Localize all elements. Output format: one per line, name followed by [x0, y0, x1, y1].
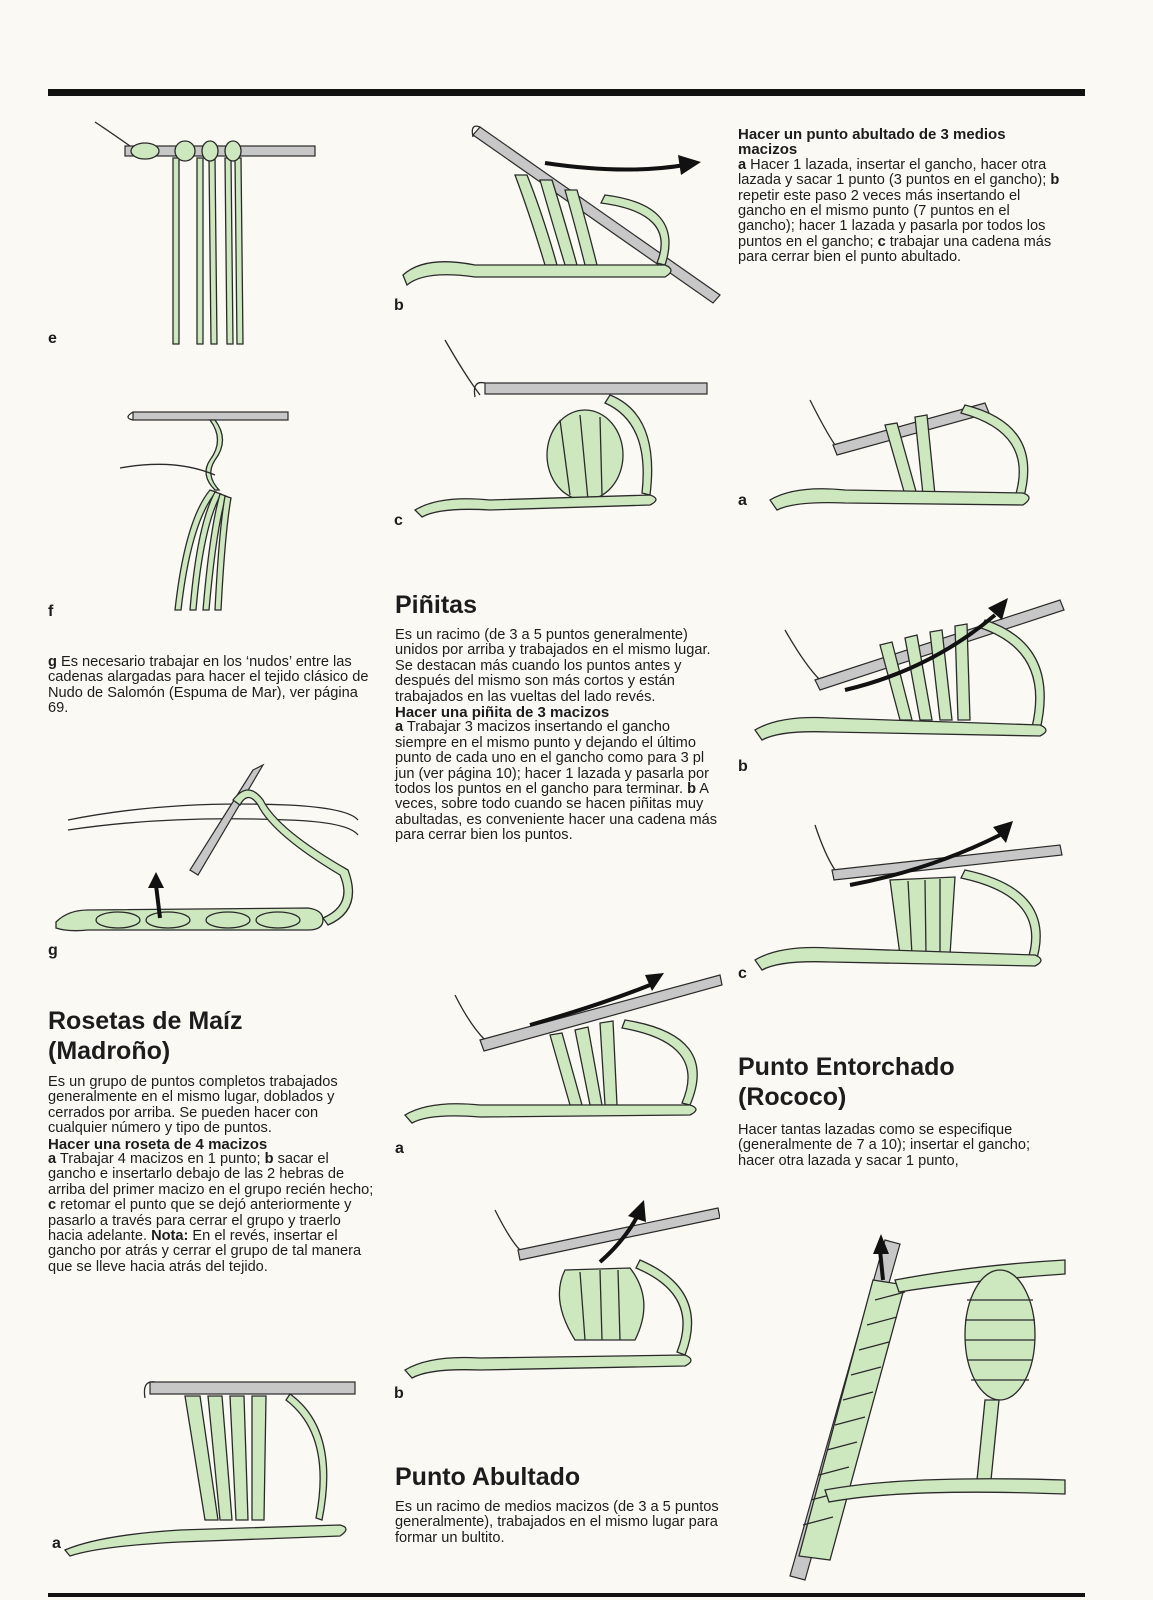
rosetas-body	[48, 1075, 374, 1275]
figure-label-a-pinitas: a	[395, 1140, 404, 1157]
crochet-hook-icon	[190, 765, 263, 875]
figure-label-a-right: a	[738, 492, 747, 509]
crochet-hook-icon	[832, 845, 1062, 880]
figure-e-svg	[85, 112, 325, 352]
pinitas-heading: Piñitas	[395, 591, 477, 619]
figure-a-rosetas-illustration	[60, 1360, 360, 1560]
rosetas-step-c-lead: c	[48, 1197, 57, 1214]
pinitas-subheading: Hacer una piñita de 3 macizos	[395, 704, 610, 722]
figure-g-illustration	[48, 760, 378, 950]
abultado-heading: Punto Abultado	[395, 1463, 581, 1491]
rosetas-heading	[48, 1006, 243, 1066]
pinitas-step-a-lead: a	[395, 719, 404, 736]
abultado-step-c: trabajar una cadena más para cerrar bien el punto abultado.	[738, 233, 1052, 266]
abultado-step-a-lead: a	[738, 156, 747, 173]
entorchado-heading	[738, 1052, 955, 1112]
rosetas-subheading: Hacer una roseta de 4 macizos	[48, 1135, 268, 1153]
note-g-lead: g	[48, 654, 57, 670]
note-g-text: Es necesario trabajar en los ‘nudos’ entre las cadenas alargadas para hacer el tejido clásico de Nudo de Salomón (Espuma de Mar), ver página 69.	[48, 654, 369, 717]
abultado-intro: Es un racimo de medios macizos (de 3 a 5 puntos generalmente), trabajados en el mismo lugar para formar un bultito.	[395, 1499, 719, 1546]
figure-a-abultado-right-illustration	[765, 385, 1065, 525]
figure-entorchado-svg	[755, 1230, 1075, 1585]
rosetas-intro: Es un grupo de puntos completos trabajados generalmente en el mismo lugar, doblados y cerrados por arriba. Se pueden hacer con cualquier número y tipo de puntos.	[48, 1074, 338, 1137]
abultado-step-b: repetir este paso 2 veces más insertando el gancho en el mismo punto (7 puntos en el gancho); hacer 1 lazada y pasarla por todos los puntos en el gancho;	[738, 187, 1046, 250]
crochet-hook-icon	[133, 412, 288, 420]
figure-b-pinitas-svg	[400, 1190, 720, 1390]
crochet-hook-icon	[518, 1208, 720, 1260]
abultado-step-b-lead: b	[1050, 172, 1060, 189]
pinitas-body	[395, 628, 720, 844]
rosetas-step-a: Trabajar 4 macizos en 1 punto;	[56, 1151, 265, 1168]
figure-a-rosetas-svg	[60, 1360, 360, 1560]
note-g-paragraph	[48, 655, 373, 717]
pinitas-steps	[395, 720, 720, 843]
pinitas-step-a: Trabajar 3 macizos insertando el gancho siempre en el mismo punto y dejando el último punto de cada uno en el gancho como para 3 pl jun (ver página 10); hacer 1 lazada y pasarla por todos los puntos en el gancho para terminar.	[395, 719, 709, 798]
figure-c-abultado-right-svg	[750, 815, 1070, 985]
figure-label-c-top: c	[394, 512, 403, 529]
entorchado-heading-line2: (Rococo)	[738, 1083, 847, 1111]
entorchado-heading-line1: Punto Entorchado	[738, 1053, 955, 1081]
top-rule	[48, 89, 1085, 96]
rosetas-heading-line1: Rosetas de Maíz	[48, 1007, 243, 1035]
rosetas-nota: En el revés, insertar el gancho por atrás y cerrar el grupo de tal manera que se lleve hacia atrás del tejido.	[48, 1228, 362, 1275]
figure-label-c-right: c	[738, 965, 747, 982]
figure-g-svg	[48, 760, 378, 950]
abultado-steps	[738, 158, 1066, 266]
figure-c-abultado-illustration	[410, 335, 710, 525]
figure-b-abultado-right-svg	[750, 590, 1070, 755]
abultado-steps-subheading: Hacer un punto abultado de 3 medios macizos	[738, 126, 1006, 159]
pinitas-step-b-lead: b	[687, 781, 696, 798]
figure-label-f: f	[48, 603, 54, 620]
figure-label-a-rosetas: a	[52, 1535, 61, 1552]
figure-label-b-pinitas: b	[394, 1385, 404, 1402]
figure-label-e: e	[48, 330, 57, 347]
rosetas-steps	[48, 1152, 374, 1275]
abultado-step-a: Hacer 1 lazada, insertar el gancho, hacer otra lazada y sacar 1 punto (3 puntos en el gancho);	[738, 156, 1051, 189]
figure-f-svg	[115, 400, 295, 615]
bottom-rule	[48, 1593, 1085, 1597]
crochet-hook-icon	[485, 383, 707, 394]
figure-a-abultado-right-svg	[765, 385, 1065, 525]
figure-e-illustration	[85, 112, 325, 352]
figure-entorchado-illustration	[755, 1230, 1075, 1585]
figure-c-abultado-svg	[410, 335, 710, 525]
rosetas-step-b-lead: b	[264, 1151, 274, 1168]
pinitas-step-b: A veces, sobre todo cuando se hacen piñitas muy abultadas, es conveniente hacer una cadena más para cerrar bien los puntos.	[395, 781, 718, 844]
figure-a-pinitas-illustration	[400, 965, 725, 1140]
figure-f-illustration	[115, 400, 295, 615]
figure-b-pinitas-illustration	[400, 1190, 720, 1390]
rosetas-step-a-lead: a	[48, 1151, 57, 1168]
rosetas-step-c: retomar el punto que se dejó anteriormente y pasarlo a través para cerrar el grupo y traerlo hacia adelante.	[48, 1197, 352, 1245]
rosetas-nota-lead: Nota:	[151, 1228, 189, 1245]
figure-b-abultado-svg	[395, 115, 725, 305]
figure-label-b-top: b	[394, 297, 404, 314]
pinitas-intro: Es un racimo (de 3 a 5 puntos generalmente) unidos por arriba y trabajados en el mismo lugar. Se destacan más cuando los puntos antes y después del mismo son más cortos y están trabajados en las vueltas del lado revés.	[395, 627, 711, 705]
rosetas-heading-line2: (Madroño)	[48, 1037, 171, 1065]
crochet-hook-icon	[150, 1382, 355, 1394]
figure-label-b-right: b	[738, 758, 748, 775]
rosetas-step-b: sacar el gancho e insertarlo debajo de las 2 hebras de arriba del primer macizo en el grupo recién hecho;	[48, 1151, 374, 1198]
figure-c-abultado-right-illustration	[750, 815, 1070, 985]
figure-b-abultado-illustration	[395, 115, 725, 305]
figure-a-pinitas-svg	[400, 965, 725, 1140]
entorchado-intro: Hacer tantas lazadas como se especifique (generalmente de 7 a 10); insertar el gancho; hacer otra lazada y sacar 1 punto,	[738, 1122, 1031, 1169]
figure-label-g: g	[48, 942, 58, 959]
abultado-steps-body	[738, 127, 1066, 266]
abultado-step-c-lead: c	[877, 233, 886, 250]
figure-b-abultado-right-illustration	[750, 590, 1070, 755]
